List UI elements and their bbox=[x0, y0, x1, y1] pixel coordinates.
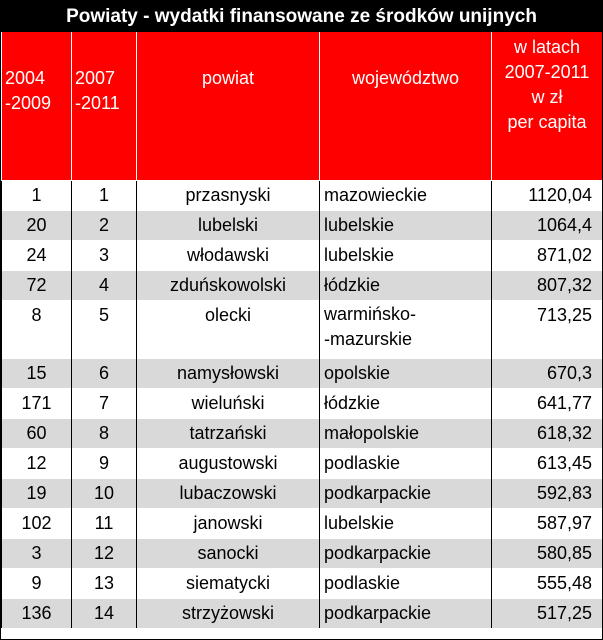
cell-powiat: włodawski bbox=[137, 240, 320, 270]
header-value-per-capita: w latach 2007-2011 w zł per capita bbox=[492, 32, 603, 180]
cell-wojewodztwo: podkarpackie bbox=[320, 598, 492, 628]
cell-rank-2004-2009: 72 bbox=[2, 270, 72, 300]
table-row bbox=[2, 508, 603, 538]
cell-value: 587,97 bbox=[492, 508, 603, 538]
cell-wojewodztwo: podlaskie bbox=[320, 568, 492, 598]
cell-wojewodztwo: podlaskie bbox=[320, 448, 492, 478]
cell-rank-2007-2011: 4 bbox=[72, 270, 137, 300]
cell-wojewodztwo: lubelskie bbox=[320, 240, 492, 270]
table-row bbox=[2, 388, 603, 418]
cell-rank-2004-2009: 20 bbox=[2, 210, 72, 240]
cell-rank-2004-2009: 60 bbox=[2, 418, 72, 448]
cell-wojewodztwo: łódzkie bbox=[320, 388, 492, 418]
cell-wojewodztwo: mazowieckie bbox=[320, 180, 492, 210]
cell-powiat: janowski bbox=[137, 508, 320, 538]
cell-rank-2007-2011: 2 bbox=[72, 210, 137, 240]
table-row bbox=[2, 448, 603, 478]
cell-rank-2004-2009: 24 bbox=[2, 240, 72, 270]
header-rank-2004-2009: 2004 -2009 bbox=[2, 32, 72, 180]
cell-powiat: sanocki bbox=[137, 538, 320, 568]
cell-rank-2007-2011: 14 bbox=[72, 598, 137, 628]
header-row bbox=[2, 32, 603, 180]
cell-rank-2004-2009: 3 bbox=[2, 538, 72, 568]
cell-rank-2004-2009: 12 bbox=[2, 448, 72, 478]
table-row bbox=[2, 568, 603, 598]
cell-wojewodztwo: podkarpackie bbox=[320, 478, 492, 508]
cell-rank-2007-2011: 10 bbox=[72, 478, 137, 508]
cell-powiat: zduńskowolski bbox=[137, 270, 320, 300]
table-row bbox=[2, 270, 603, 300]
cell-value: 641,77 bbox=[492, 388, 603, 418]
cell-rank-2007-2011: 5 bbox=[72, 300, 137, 358]
cell-rank-2007-2011: 13 bbox=[72, 568, 137, 598]
cell-rank-2004-2009: 171 bbox=[2, 388, 72, 418]
cell-rank-2004-2009: 8 bbox=[2, 300, 72, 358]
cell-value: 807,32 bbox=[492, 270, 603, 300]
cell-wojewodztwo: małopolskie bbox=[320, 418, 492, 448]
table-title: Powiaty - wydatki finansowane ze środków unijnych bbox=[1, 1, 602, 32]
cell-rank-2007-2011: 7 bbox=[72, 388, 137, 418]
cell-powiat: lubaczowski bbox=[137, 478, 320, 508]
cell-wojewodztwo: łódzkie bbox=[320, 270, 492, 300]
cell-value: 670,3 bbox=[492, 358, 603, 388]
cell-rank-2004-2009: 9 bbox=[2, 568, 72, 598]
table-row bbox=[2, 210, 603, 240]
cell-wojewodztwo: opolskie bbox=[320, 358, 492, 388]
table-row bbox=[2, 240, 603, 270]
cell-value: 517,25 bbox=[492, 598, 603, 628]
cell-rank-2007-2011: 1 bbox=[72, 180, 137, 210]
table-row bbox=[2, 478, 603, 508]
header-rank-2007-2011: 2007 -2011 bbox=[72, 32, 137, 180]
cell-rank-2007-2011: 9 bbox=[72, 448, 137, 478]
cell-powiat: namysłowski bbox=[137, 358, 320, 388]
cell-powiat: tatrzański bbox=[137, 418, 320, 448]
cell-powiat: siematycki bbox=[137, 568, 320, 598]
header-powiat: powiat bbox=[137, 32, 320, 180]
cell-value: 1064,4 bbox=[492, 210, 603, 240]
header-wojewodztwo: województwo bbox=[320, 32, 492, 180]
table-row bbox=[2, 598, 603, 628]
cell-powiat: strzyżowski bbox=[137, 598, 320, 628]
cell-rank-2007-2011: 12 bbox=[72, 538, 137, 568]
cell-rank-2004-2009: 136 bbox=[2, 598, 72, 628]
cell-value: 618,32 bbox=[492, 418, 603, 448]
table-row bbox=[2, 538, 603, 568]
cell-wojewodztwo: podkarpackie bbox=[320, 538, 492, 568]
powiaty-table bbox=[1, 32, 603, 628]
cell-rank-2004-2009: 1 bbox=[2, 180, 72, 210]
cell-rank-2004-2009: 15 bbox=[2, 358, 72, 388]
cell-rank-2007-2011: 3 bbox=[72, 240, 137, 270]
cell-value: 613,45 bbox=[492, 448, 603, 478]
cell-value: 555,48 bbox=[492, 568, 603, 598]
table-row bbox=[2, 358, 603, 388]
cell-value: 713,25 bbox=[492, 300, 603, 358]
cell-value: 592,83 bbox=[492, 478, 603, 508]
cell-powiat: lubelski bbox=[137, 210, 320, 240]
cell-rank-2007-2011: 11 bbox=[72, 508, 137, 538]
table-row bbox=[2, 180, 603, 210]
cell-rank-2004-2009: 102 bbox=[2, 508, 72, 538]
table-row bbox=[2, 418, 603, 448]
cell-value: 580,85 bbox=[492, 538, 603, 568]
cell-powiat: przasnyski bbox=[137, 180, 320, 210]
table-row bbox=[2, 300, 603, 358]
cell-value: 1120,04 bbox=[492, 180, 603, 210]
cell-powiat: olecki bbox=[137, 300, 320, 358]
cell-rank-2007-2011: 8 bbox=[72, 418, 137, 448]
cell-powiat: wieluński bbox=[137, 388, 320, 418]
cell-rank-2004-2009: 19 bbox=[2, 478, 72, 508]
cell-wojewodztwo: lubelskie bbox=[320, 210, 492, 240]
cell-wojewodztwo: lubelskie bbox=[320, 508, 492, 538]
cell-value: 871,02 bbox=[492, 240, 603, 270]
cell-rank-2007-2011: 6 bbox=[72, 358, 137, 388]
cell-wojewodztwo: warmińsko- -mazurskie bbox=[320, 300, 492, 358]
cell-powiat: augustowski bbox=[137, 448, 320, 478]
